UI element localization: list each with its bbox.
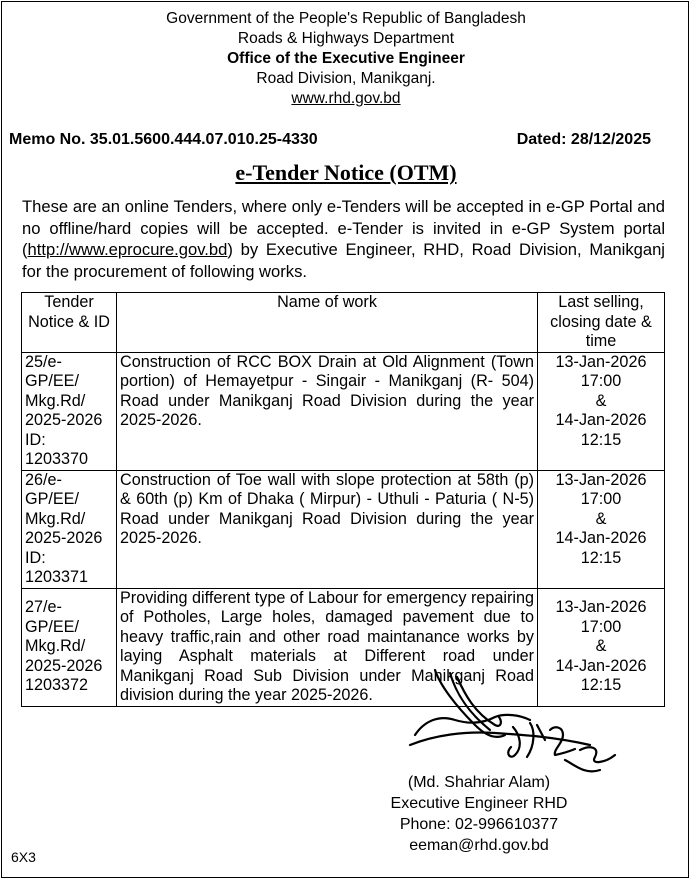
header-dates: Last selling, closing date & time xyxy=(538,293,665,353)
header-division: Road Division, Manikganj. xyxy=(256,70,436,87)
eprocure-link[interactable]: http://www.eprocure.gov.bd xyxy=(27,240,228,259)
header-name-of-work: Name of work xyxy=(117,293,538,353)
signatory-name: (Md. Shahriar Alam) xyxy=(407,774,551,791)
header-office: Office of the Executive Engineer xyxy=(227,50,465,67)
tender-id-cell: 26/e-GP/EE/ Mkg.Rd/ 2025-2026 ID: 1203371 xyxy=(22,470,117,588)
intro-text-1: These are an online Tenders, where only e-Tenders will be accepted in e-GP Portal and no offline/hard copies will be accepted. e-Tender is invited in e-GP System portal ( xyxy=(22,197,665,259)
dates-cell: 13-Jan-2026 17:00 & 14-Jan-2026 12:15 xyxy=(538,588,665,706)
signature-scribble xyxy=(395,665,625,780)
intro-paragraph xyxy=(22,196,665,282)
work-name-cell: Construction of RCC BOX Drain at Old Alignment (Town portion) of Hemayetpur - Singair - Manikganj (R- 504) Road under Manikganj Road Division during the year 2025-2026. xyxy=(117,352,538,470)
intro-text-2: ) by Executive Engineer, RHD, Road Division, Manikganj for the procurement of following works. xyxy=(22,240,665,281)
tender-id-cell: 27/e-GP/EE/ Mkg.Rd/ 2025-2026 1203372 xyxy=(22,588,117,706)
header-website-link[interactable]: www.rhd.gov.bd xyxy=(291,90,401,107)
signatory-designation: Executive Engineer RHD xyxy=(390,795,568,812)
letterhead xyxy=(0,9,692,109)
tender-id-cell: 25/e-GP/EE/ Mkg.Rd/ 2025-2026 ID: 1203370 xyxy=(22,352,117,470)
signatory-email[interactable]: eeman@rhd.gov.bd xyxy=(409,837,549,854)
handwritten-signature xyxy=(395,665,625,780)
memo-row xyxy=(9,131,651,149)
header-department: Roads & Highways Department xyxy=(237,30,455,47)
signatory-phone: Phone: 02-996610377 xyxy=(399,816,559,833)
work-name-cell: Construction of Toe wall with slope protection at 58th (p) & 60th (p) Km of Dhaka ( Mirpur) - Uthuli - Paturia ( N-5) Road under Manikganj Road Division during the year 2025-2026. xyxy=(117,470,538,588)
works-table xyxy=(21,292,665,707)
table-header-row xyxy=(22,293,665,353)
table-row xyxy=(22,352,665,470)
notice-title: e-Tender Notice (OTM) xyxy=(235,160,457,185)
header-government: Government of the People's Republic of Bangladesh xyxy=(166,10,526,27)
work-name-cell: Providing different type of Labour for emergency repairing of Potholes, Large holes, damaged pavement due to heavy traffic,rain and other road maintanance works by laying Asphalt materials at Different road under Manikganj Road Sub Division under Manikganj Road division during the year 2025-2026. xyxy=(117,588,538,706)
memo-date: Dated: 28/12/2025 xyxy=(516,131,651,148)
footer-code: 6X3 xyxy=(11,849,36,865)
dates-cell: 13-Jan-2026 17:00 & 14-Jan-2026 12:15 xyxy=(538,352,665,470)
dates-cell: 13-Jan-2026 17:00 & 14-Jan-2026 12:15 xyxy=(538,470,665,588)
memo-number: Memo No. 35.01.5600.444.07.010.25-4330 xyxy=(9,131,318,148)
signature-block xyxy=(378,772,580,856)
header-tender-notice: Tender Notice & ID xyxy=(22,293,117,353)
table-row xyxy=(22,470,665,588)
